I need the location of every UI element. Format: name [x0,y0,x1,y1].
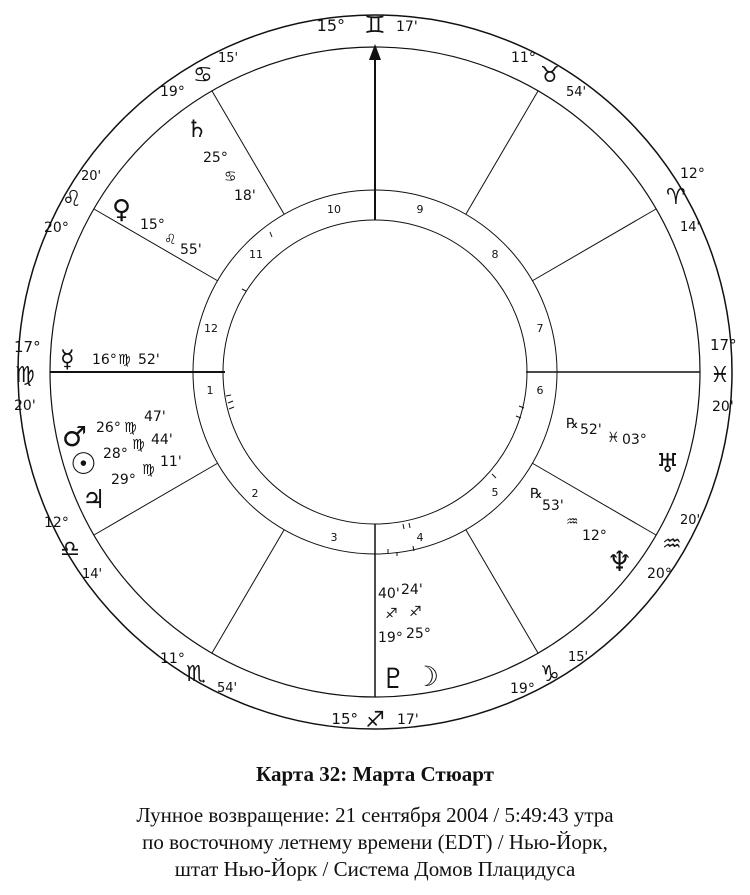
tick [403,524,404,529]
cusp-12-degree: 20° [44,220,69,236]
cusp-line-3 [212,530,284,653]
saturn-icon: ♄ [186,115,208,143]
pluto-degree: 19° [378,630,403,646]
sun-degree: 28° [103,446,128,462]
moon-icon: ☽ [414,660,440,693]
scorpio-icon: ♏ [186,662,206,687]
mc-arrowhead [369,44,381,60]
cusp-11-minutes: 15' [218,51,239,66]
venus-degree: 15° [140,217,165,233]
chart-subtitle-line-1: Лунное возвращение: 21 сентября 2004 / 5:49:43 утра [136,803,614,827]
saturn-sign-icon: ♋ [224,169,237,185]
mars-minutes: 47' [144,409,166,425]
cusp-mc-minutes: 17' [396,19,418,35]
aries-icon: ♈ [666,185,686,210]
taurus-icon: ♉ [540,63,560,88]
cusp-9-minutes: 54' [566,85,587,100]
chart-subtitle-line-2: по восточному летнему времени (EDT) / Нью-Йорк, [142,830,608,854]
chart-subtitle-line-3: штат Нью-Йорк / Система Домов Плацидуса [174,857,576,881]
neptune-icon: ♆ [607,545,633,578]
house-number-6: 6 [536,384,544,397]
moon-degree: 40' [378,586,400,602]
leo-icon: ♌ [62,187,82,212]
neptune-retrograde-icon: ℞ [530,486,543,502]
jupiter-sign-icon: ♍ [142,462,155,478]
tick [492,474,496,478]
mars-icon: ♂ [62,420,88,453]
pluto-minutes: 24' [401,582,423,598]
house-number-11: 11 [249,248,263,261]
center-ring [223,220,527,524]
cusp-8-degree: 12° [680,166,705,182]
sun-icon: ☉ [70,447,97,482]
tick [229,407,234,409]
jupiter-minutes: 11' [160,454,182,470]
mars-sign-icon: ♍ [124,420,137,436]
cusp-3-minutes: 54' [217,681,238,696]
house-number-10: 10 [327,203,341,216]
venus-icon: ♀ [112,195,132,225]
sun-sign-icon: ♍ [132,437,145,453]
uranus-retrograde-icon: ℞ [566,416,579,432]
cusp-9-degree: 11° [511,50,536,66]
neptune-minutes: 53' [542,498,564,514]
cancer-icon: ♋ [193,63,213,88]
cusp-2-minutes: 14' [82,567,103,582]
cusp-2-degree: 12° [44,515,69,531]
aquarius-icon: ♒ [662,532,682,557]
sagittarius-icon: ♐ [365,708,385,733]
cusp-5-degree: 19° [510,681,535,697]
tick [226,395,231,396]
cusp-5-minutes: 15' [568,650,589,665]
mercury-degree: 16° [92,352,117,368]
pluto-icon: ♇ [381,662,407,695]
planet-ticks [226,232,524,556]
inner-house-number-ring [193,190,557,554]
cusp-dsc-degree: 17° [710,336,737,354]
tick [409,523,410,528]
house-number-8: 8 [491,248,499,261]
cusp-11-degree: 19° [160,84,185,100]
saturn-degree: 25° [203,150,228,166]
cusp-mc-degree: 15° [316,16,345,35]
cusp-8-minutes: 14' [680,220,701,235]
chart-title: Карта 32: Марта Стюарт [256,762,494,786]
cusp-line-9 [466,91,538,214]
cusp-ic-degree: 15° [331,710,358,728]
uranus-icon: ♅ [656,449,680,479]
mercury-sign-icon: ♍ [118,352,131,368]
pluto-sign-icon: ♐ [409,604,422,620]
tick [242,289,246,291]
neptune-degree: 12° [582,528,607,544]
moon-sign-icon: ♐ [385,606,398,622]
uranus-sign-icon: ♓ [607,430,620,446]
virgo-icon: ♍ [15,363,35,388]
cusp-asc-minutes: 20' [14,398,36,414]
libra-icon: ♎ [60,537,80,562]
cusp-ic-minutes: 17' [397,712,419,728]
venus-minutes: 55' [180,242,202,258]
house-number-4: 4 [416,531,424,544]
tick [270,232,272,237]
capricorn-icon: ♑ [540,662,560,687]
house-number-7: 7 [536,322,544,335]
sun-minutes: 44' [151,432,173,448]
uranus-minutes: 52' [580,422,602,438]
saturn-minutes: 18' [234,188,256,204]
cusp-line-8 [532,209,656,281]
cusp-asc-degree: 17° [14,338,41,356]
pisces-icon: ♓ [710,363,730,388]
house-number-12: 12 [204,322,218,335]
house-number-5: 5 [491,486,499,499]
house-number-9: 9 [416,203,424,216]
cusp-6-degree: 20° [647,566,672,582]
jupiter-degree: 29° [111,472,136,488]
mercury-minutes: 52' [138,352,160,368]
cusp-12-minutes: 20' [81,169,102,184]
uranus-degree: 03° [622,432,647,448]
cusp-dsc-minutes: 20' [712,399,734,415]
house-number-1: 1 [206,384,214,397]
mars-degree: 26° [96,420,121,436]
house-number-3: 3 [330,531,338,544]
mercury-icon: ☿ [60,345,75,373]
venus-sign-icon: ♌ [164,232,177,248]
cusp-6-minutes: 20' [680,513,701,528]
cusp-line-5 [466,530,538,653]
tick [228,401,233,403]
house-number-2: 2 [251,487,259,500]
cusp-3-degree: 11° [160,651,185,667]
moon-minutes: 25° [406,626,431,642]
jupiter-icon: ♃ [82,485,106,515]
gemini-icon: ♊ [364,11,386,39]
neptune-sign-icon: ♒ [566,514,579,530]
